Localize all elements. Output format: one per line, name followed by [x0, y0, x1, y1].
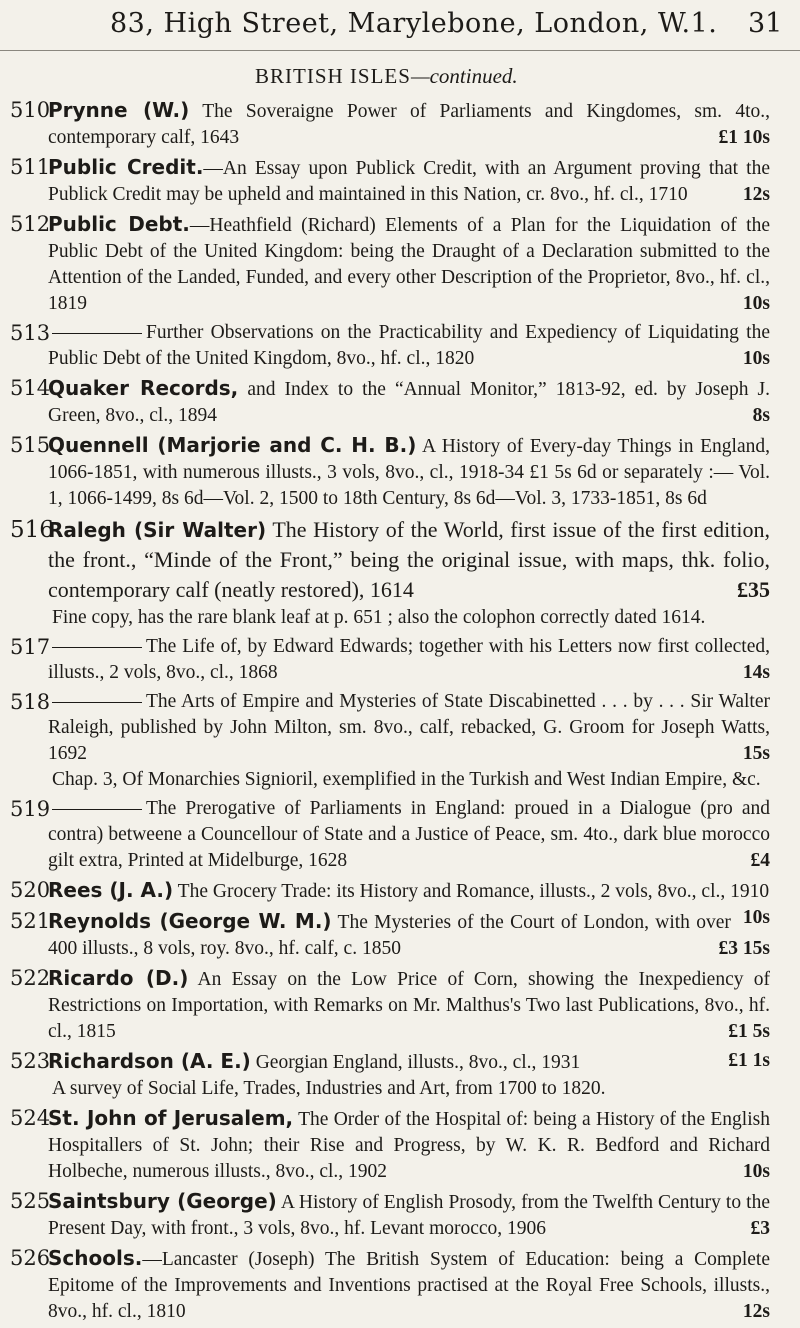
section-title-text: BRITISH ISLES — [255, 64, 411, 88]
entry-author: St. John of Jerusalem, — [48, 1106, 294, 1130]
section-title — [255, 64, 518, 89]
entry-price: £1 1s — [728, 1050, 770, 1071]
entry-text: The Arts of Empire and Mysteries of State Discabinetted . . . by . . . Sir Walter Raleigh, published by John Milton, sm. 8vo., calf, rebacked, G. Groom for Joseph Watts, 1692 — [48, 691, 770, 764]
entry-text: The Order of the Hospital of: being a History of the English Hospitallers of St. John; their Rise and Progress, by W. K. R. Bedford and Richard Holbeche, numerous illusts., 8vo., cl., 1902 — [48, 1109, 770, 1182]
entry-price: 10s — [742, 348, 770, 369]
list-item — [0, 432, 800, 512]
lot-number: 516 — [10, 517, 54, 543]
page-number: 31 — [748, 8, 783, 39]
lot-number: 511 — [10, 155, 51, 179]
entry-note: Chap. 3, Of Monarchies Signioril, exemplified in the Turkish and West Indian Empire, &c. — [52, 769, 761, 790]
lot-number: 520 — [10, 878, 51, 902]
list-item — [0, 689, 800, 793]
entry-price: 12s — [742, 184, 770, 205]
entry-price: £35 — [737, 577, 770, 602]
lot-number: 518 — [10, 690, 51, 714]
entry-text: —An Essay upon Publick Credit, with an Argument proving that the Publick Credit may be upheld and maintained in this Nation, cr. 8vo., hf. cl., 1710 — [48, 158, 770, 205]
lot-number: 515 — [10, 433, 51, 457]
list-item — [0, 1188, 800, 1242]
entry-author: Public Debt. — [48, 212, 190, 236]
list-item — [0, 1245, 800, 1325]
entry-price: 10s — [742, 1161, 770, 1182]
entry-price: 14s — [742, 662, 770, 683]
ditto-dash — [52, 702, 142, 703]
entry-text: The Life of, by Edward Edwards; together with his Letters now first collected, illusts., 2 vols, 8vo., cl., 1868 — [48, 636, 770, 683]
entries-list — [0, 97, 800, 1328]
entry-price: £3 — [750, 1218, 770, 1239]
entry-author: Reynolds (George W. M.) — [48, 909, 332, 933]
entry-price: £3 15s — [718, 938, 770, 959]
entry-author: Public Credit. — [48, 155, 204, 179]
entry-price: £1 5s — [728, 1021, 770, 1042]
entry-author: Ralegh (Sir Walter) — [48, 518, 267, 542]
header-rule — [0, 50, 800, 51]
entry-text: An Essay on the Low Price of Corn, showing the Inexpediency of Restrictions on Importation, with Remarks on Mr. Malthus's Two last Publications, 8vo., hf. cl., 1815 — [48, 969, 770, 1042]
list-item — [0, 796, 800, 874]
entry-text: The History of the World, first issue of the first edition, the front., “Minde of the Front,” being the original issue, with maps, thk. folio, contemporary calf (neatly restored), 1614 — [48, 517, 771, 602]
list-item — [0, 1048, 800, 1102]
entry-text: The Mysteries of the Court of London, with over 400 illusts., 8 vols, roy. 8vo., hf. calf, c. 1850 — [48, 912, 731, 959]
list-item — [0, 965, 800, 1045]
entry-text: —Heathfield (Richard) Elements of a Plan for the Liquidation of the Public Debt of the United Kingdom: being the Draught of a Declaration submitted to the Attention of the Landed, Funded, and every other Description of the Proprietor, 8vo., hf. cl., 1819 — [48, 215, 770, 314]
entry-author: Richardson (A. E.) — [48, 1049, 251, 1073]
lot-number: 512 — [10, 212, 51, 236]
list-item — [0, 154, 800, 208]
entry-price: 15s — [742, 743, 770, 764]
entry-author: Rees (J. A.) — [48, 878, 174, 902]
lot-number: 517 — [10, 635, 51, 659]
lot-number: 524 — [10, 1106, 51, 1130]
entry-author: Schools. — [48, 1246, 143, 1270]
list-item — [0, 375, 800, 429]
entry-author: Quennell (Marjorie and C. H. B.) — [48, 433, 417, 457]
entry-author: Ricardo (D.) — [48, 966, 189, 990]
list-item — [0, 97, 800, 151]
list-item — [0, 634, 800, 686]
section-continued: —continued. — [410, 64, 518, 88]
ditto-dash — [52, 647, 142, 648]
entry-text: The Prerogative of Parliaments in England: proued in a Dialogue (pro and contra) betweene a Councellour of State and a Justice of Peace, sm. 4to., dark blue morocco gilt extra, Printed at Midelburge, 1628 — [48, 798, 770, 871]
entry-price: 10s — [742, 293, 770, 314]
entry-text: Georgian England, illusts., 8vo., cl., 1931 — [255, 1052, 581, 1073]
lot-number: 526 — [10, 1246, 51, 1270]
lot-number: 523 — [10, 1049, 51, 1073]
lot-number: 519 — [10, 797, 51, 821]
entry-text: Further Observations on the Practicability and Expediency of Liquidating the Public Debt of the United Kingdom, 8vo., hf. cl., 1820 — [48, 322, 770, 369]
entry-price: £1 10s — [718, 127, 770, 148]
lot-number: 522 — [10, 966, 51, 990]
list-item — [0, 515, 800, 631]
lot-number: 521 — [10, 909, 51, 933]
entry-note: Fine copy, has the rare blank leaf at p. 651 ; also the colophon correctly dated 1614. — [52, 607, 706, 628]
entry-author: Saintsbury (George) — [48, 1189, 277, 1213]
entry-text: The Grocery Trade: its History and Romance, illusts., 2 vols, 8vo., cl., 1910 — [177, 881, 770, 902]
header-address: 83, High Street, Marylebone, London, W.1. — [110, 8, 718, 39]
entry-text: A History of Every-day Things in England, 1066-1851, with numerous illusts., 3 vols, 8vo., cl., 1918-34 £1 5s 6d or separately :— Vol. 1, 1066-1499, 8s 6d—Vol. 2, 1500 to 18th Century, 8s 6d—Vol. 3, 1733-1851, 8s 6d — [48, 436, 770, 509]
lot-number: 513 — [10, 321, 51, 345]
entry-note: A survey of Social Life, Trades, Industries and Art, from 1700 to 1820. — [52, 1078, 606, 1099]
entry-text: —Lancaster (Joseph) The British System of Education: being a Complete Epitome of the Improvements and Inventions practised at the Royal Free Schools, illusts., 8vo., hf. cl., 1810 — [48, 1249, 770, 1322]
ditto-dash — [52, 809, 142, 810]
entry-price: 8s — [752, 405, 770, 426]
list-item — [0, 211, 800, 317]
list-item — [0, 908, 800, 962]
entry-text: The Soveraigne Power of Parliaments and Kingdomes, sm. 4to., contemporary calf, 1643 — [48, 101, 770, 148]
lot-number: 525 — [10, 1189, 51, 1213]
entry-text: A History of English Prosody, from the Twelfth Century to the Present Day, with front., 3 vols, 8vo., hf. Levant morocco, 1906 — [48, 1192, 770, 1239]
entry-price: £4 — [750, 850, 770, 871]
list-item — [0, 1105, 800, 1185]
page-header — [0, 0, 800, 50]
entry-text: and Index to the “Annual Monitor,” 1813-92, ed. by Joseph J. Green, 8vo., cl., 1894 — [48, 379, 770, 426]
entry-author: Quaker Records, — [48, 376, 239, 400]
entry-price: 10s — [742, 907, 770, 928]
list-item — [0, 320, 800, 372]
ditto-dash — [52, 333, 142, 334]
entry-price: 12s — [742, 1301, 770, 1322]
lot-number: 510 — [10, 98, 51, 122]
entry-author: Prynne (W.) — [48, 98, 190, 122]
lot-number: 514 — [10, 376, 51, 400]
